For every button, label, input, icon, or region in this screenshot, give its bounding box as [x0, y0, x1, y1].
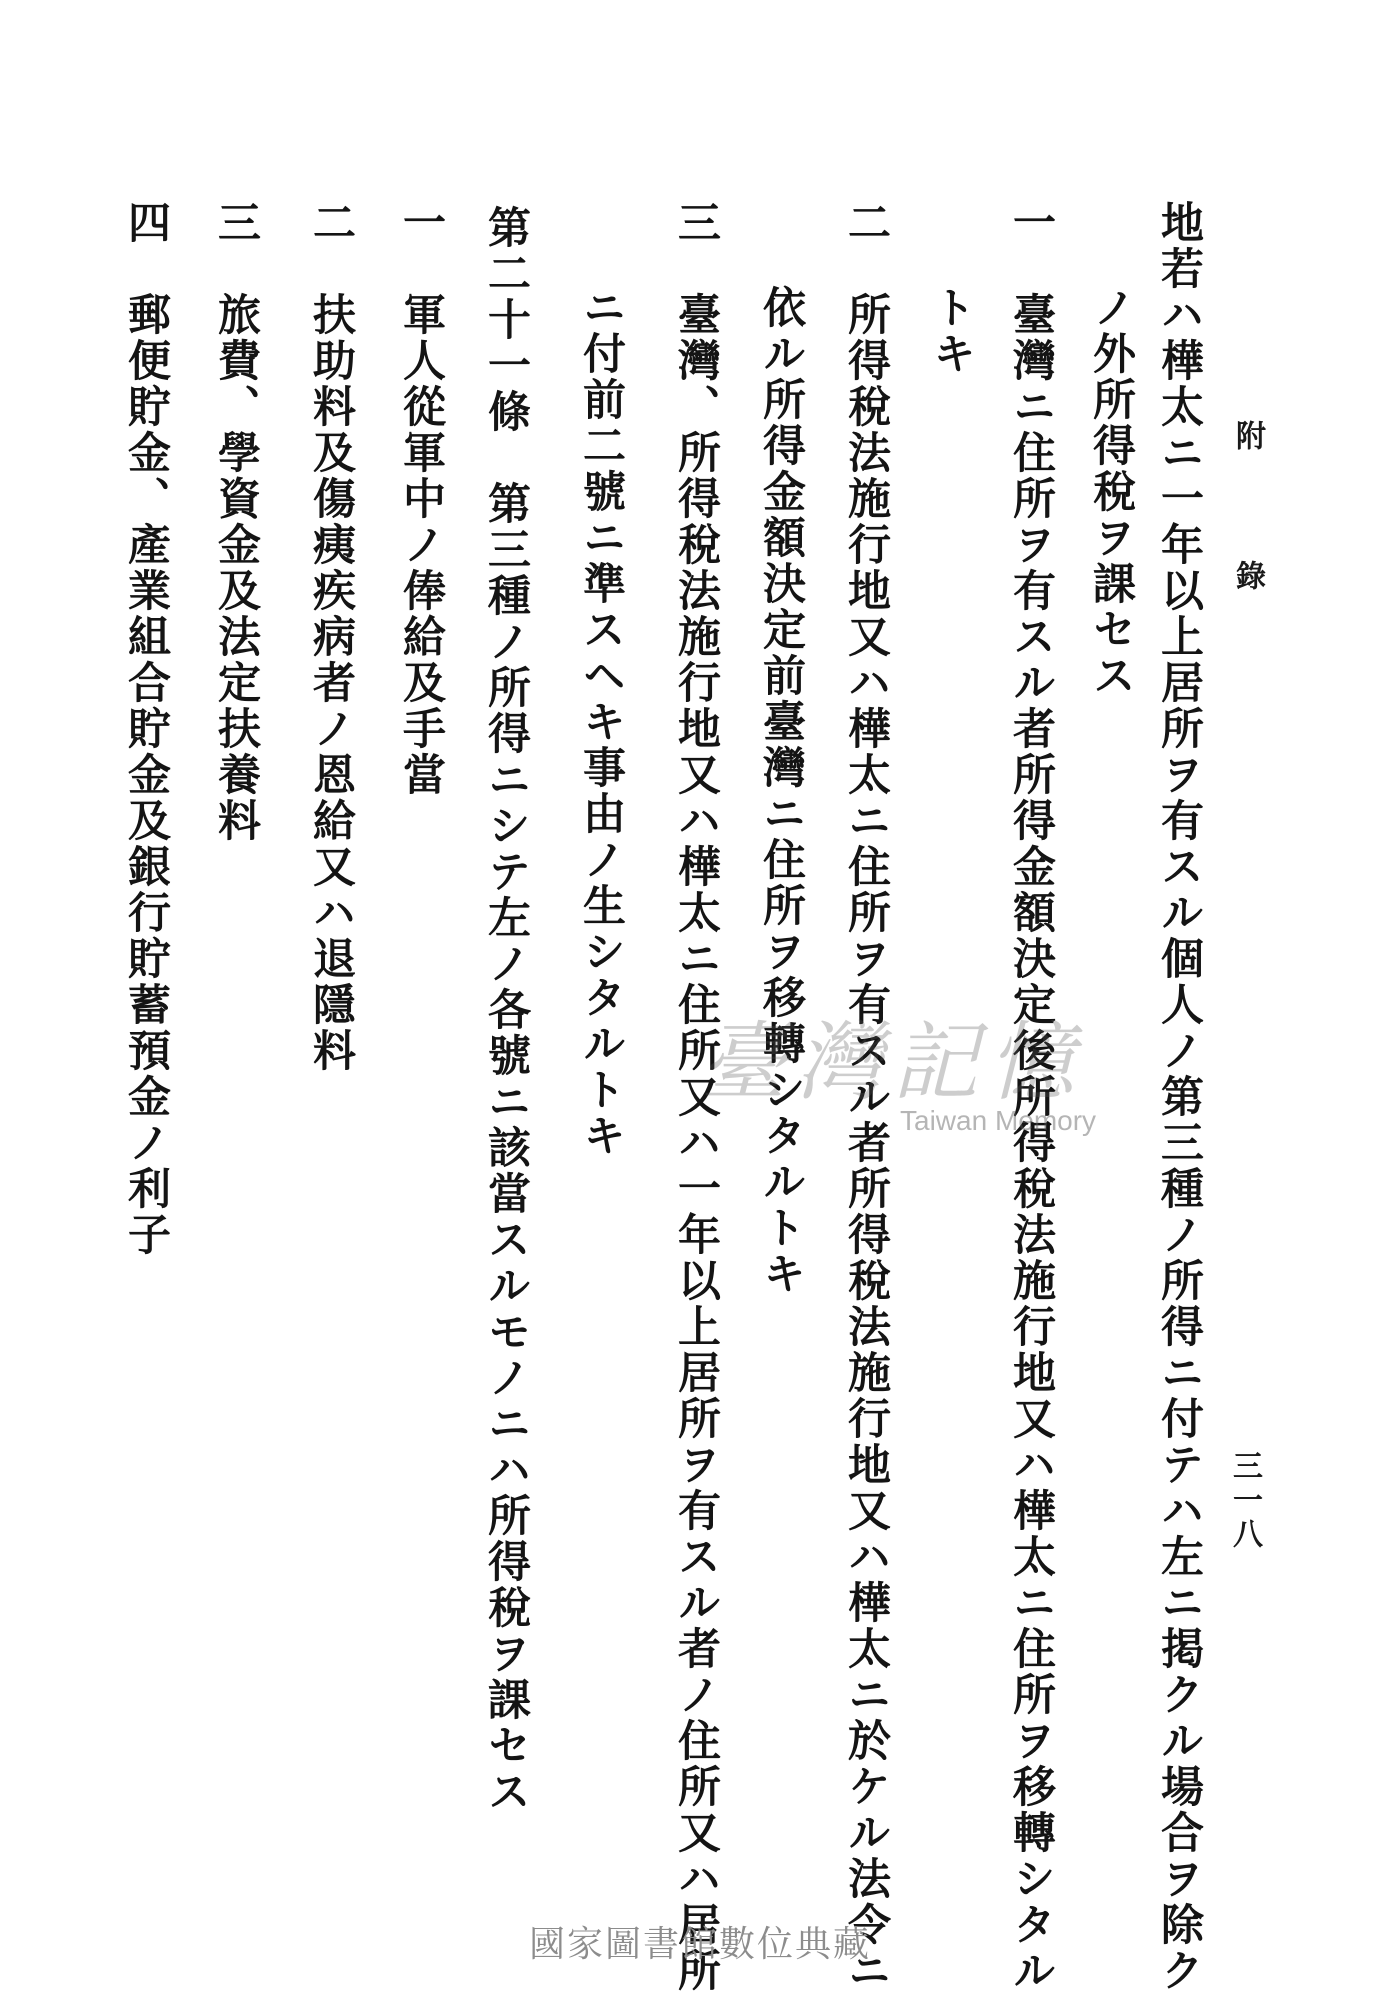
watermark-english: Taiwan Memory [900, 1105, 1097, 1136]
list-item-2: 二 所得稅法施行地又ハ樺太ニ住所ヲ有スル者所得稅法施行地又ハ樺太ニ於ケル法令ニ [841, 200, 891, 1994]
exemption-item-4: 四 郵便貯金、產業組合貯金及銀行貯蓄預金ノ利子 [121, 200, 171, 1258]
list-item-3-continued: ニ付前二號ニ準スヘキ事由ノ生シタルトキ [576, 285, 626, 1159]
list-item-1-continued: トキ [926, 285, 976, 377]
watermark-logo-text: 臺灣記憶 [700, 1013, 1084, 1113]
exemption-item-1: 一 軍人從軍中ノ俸給及手當 [396, 200, 446, 798]
exemption-item-2: 二 扶助料及傷痍疾病者ノ恩給又ハ退隱料 [306, 200, 356, 1074]
list-item-1: 一 臺灣ニ住所ヲ有スル者所得金額決定後所得稅法施行地又ハ樺太ニ住所ヲ移轉シタル [1006, 200, 1056, 1994]
section-title: 附錄 [1230, 420, 1265, 700]
list-item-3: 三 臺灣、所得稅法施行地又ハ樺太ニ住所又ハ一年以上居所ヲ有スル者ノ住所又ハ居所 [671, 200, 721, 1994]
article-21-heading: 第二十一條 第三種ノ所得ニシテ左ノ各號ニ該當スルモノニハ所得稅ヲ課セス [481, 205, 531, 1815]
text-column-1: 地若ハ樺太ニ一年以上居所ヲ有スル個人ノ第三種ノ所得ニ付テハ左ニ掲クル場合ヲ除ク [1154, 200, 1204, 1994]
footer-credit: 國家圖書館數位典藏 [528, 1924, 871, 1965]
exemption-item-3: 三 旅費、學資金及法定扶養料 [211, 200, 261, 844]
page-number: 三一八 [1227, 1450, 1262, 1552]
list-item-2-continued: 依ル所得金額決定前臺灣ニ住所ヲ移轉シタルトキ [756, 285, 806, 1297]
text-column-2: ノ外所得稅ヲ課セス [1086, 285, 1136, 699]
